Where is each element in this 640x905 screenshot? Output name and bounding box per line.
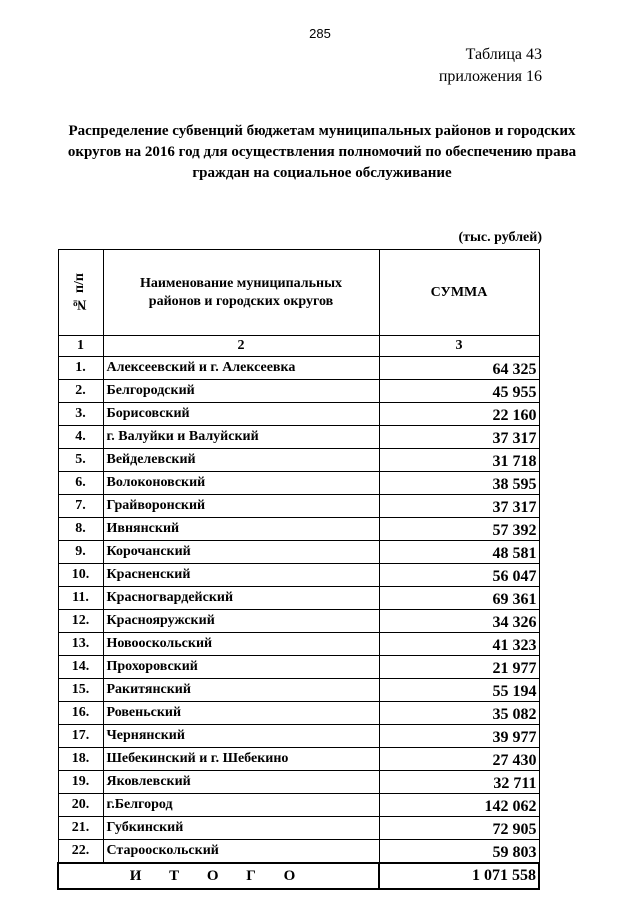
table-ref-line1: Таблица 43 — [465, 46, 542, 63]
row-sum: 34 326 — [379, 610, 539, 633]
row-sum: 64 325 — [379, 357, 539, 380]
row-name: Алексеевский и г. Алексеевка — [103, 357, 379, 380]
row-sum: 55 194 — [379, 679, 539, 702]
row-number: 19. — [58, 771, 103, 794]
row-name: Белгородский — [103, 380, 379, 403]
table-row — [58, 426, 539, 449]
row-number: 3. — [58, 403, 103, 426]
table-row — [58, 840, 539, 864]
row-sum: 56 047 — [379, 564, 539, 587]
row-number: 6. — [58, 472, 103, 495]
row-name: Яковлевский — [103, 771, 379, 794]
table-row — [58, 403, 539, 426]
row-sum: 37 317 — [379, 426, 539, 449]
row-name: Губкинский — [103, 817, 379, 840]
table-row — [58, 495, 539, 518]
row-number: 1. — [58, 357, 103, 380]
column-number-3: 3 — [379, 336, 539, 357]
table-row — [58, 656, 539, 679]
table-row — [58, 564, 539, 587]
table-row — [58, 633, 539, 656]
header-number-label: № п/п — [71, 273, 87, 312]
row-number: 21. — [58, 817, 103, 840]
row-sum: 72 905 — [379, 817, 539, 840]
row-number: 5. — [58, 449, 103, 472]
table-row — [58, 587, 539, 610]
row-sum: 35 082 — [379, 702, 539, 725]
table-row — [58, 449, 539, 472]
row-name: Прохоровский — [103, 656, 379, 679]
row-name: Шебекинский и г. Шебекино — [103, 748, 379, 771]
row-name: Ровеньский — [103, 702, 379, 725]
row-name: Новооскольский — [103, 633, 379, 656]
total-sum: 1 071 558 — [379, 863, 539, 889]
row-name: г. Валуйки и Валуйский — [103, 426, 379, 449]
row-name: Краснояружский — [103, 610, 379, 633]
column-number-2: 2 — [103, 336, 379, 357]
row-sum: 57 392 — [379, 518, 539, 541]
table-row — [58, 748, 539, 771]
row-sum: 37 317 — [379, 495, 539, 518]
row-number: 12. — [58, 610, 103, 633]
row-number: 2. — [58, 380, 103, 403]
table-row — [58, 357, 539, 380]
units-label: (тыс. рублей) — [458, 230, 542, 245]
row-sum: 69 361 — [379, 587, 539, 610]
table-row — [58, 679, 539, 702]
header-row — [58, 250, 539, 336]
table-ref-line2: приложения 16 — [438, 68, 542, 85]
table-row — [58, 794, 539, 817]
row-name: Борисовский — [103, 403, 379, 426]
row-sum: 41 323 — [379, 633, 539, 656]
table-row — [58, 541, 539, 564]
row-number: 8. — [58, 518, 103, 541]
column-numbers-row — [58, 336, 539, 357]
header-cell-sum: СУММА — [379, 250, 539, 336]
page-number: 285 — [309, 26, 331, 41]
row-name: г.Белгород — [103, 794, 379, 817]
row-number: 13. — [58, 633, 103, 656]
table-row — [58, 725, 539, 748]
row-sum: 142 062 — [379, 794, 539, 817]
row-number: 18. — [58, 748, 103, 771]
header-cell-name: Наименование муниципальных районов и городских округов — [103, 250, 379, 336]
row-number: 22. — [58, 840, 103, 864]
row-name: Ивнянский — [103, 518, 379, 541]
row-number: 17. — [58, 725, 103, 748]
row-number: 14. — [58, 656, 103, 679]
row-sum: 27 430 — [379, 748, 539, 771]
total-row — [58, 863, 539, 889]
row-name: Старооскольский — [103, 840, 379, 864]
row-name: Грайворонский — [103, 495, 379, 518]
subsidy-table — [57, 249, 540, 890]
table-row — [58, 817, 539, 840]
row-name: Чернянский — [103, 725, 379, 748]
row-sum: 59 803 — [379, 840, 539, 864]
row-number: 4. — [58, 426, 103, 449]
row-number: 16. — [58, 702, 103, 725]
header-cell-number — [58, 250, 103, 336]
row-sum: 38 595 — [379, 472, 539, 495]
row-number: 7. — [58, 495, 103, 518]
row-name: Ракитянский — [103, 679, 379, 702]
table-row — [58, 518, 539, 541]
row-sum: 48 581 — [379, 541, 539, 564]
row-number: 11. — [58, 587, 103, 610]
table-row — [58, 380, 539, 403]
row-number: 9. — [58, 541, 103, 564]
row-name: Красненский — [103, 564, 379, 587]
row-name: Волоконовский — [103, 472, 379, 495]
row-sum: 21 977 — [379, 656, 539, 679]
row-number: 15. — [58, 679, 103, 702]
row-name: Вейделевский — [103, 449, 379, 472]
row-sum: 45 955 — [379, 380, 539, 403]
table-row — [58, 771, 539, 794]
total-label: И Т О Г О — [58, 863, 379, 889]
table-row — [58, 610, 539, 633]
row-sum: 32 711 — [379, 771, 539, 794]
column-number-1: 1 — [58, 336, 103, 357]
row-number: 20. — [58, 794, 103, 817]
table-row — [58, 472, 539, 495]
row-number: 10. — [58, 564, 103, 587]
table-row — [58, 702, 539, 725]
row-name: Корочанский — [103, 541, 379, 564]
row-sum: 39 977 — [379, 725, 539, 748]
row-sum: 22 160 — [379, 403, 539, 426]
document-title: Распределение субвенций бюджетам муниципальных районов и городских округов на 2016 год для осуществления полномочий по обеспечению права граждан на социальное обслуживание — [67, 123, 577, 181]
row-name: Красногвардейский — [103, 587, 379, 610]
row-sum: 31 718 — [379, 449, 539, 472]
